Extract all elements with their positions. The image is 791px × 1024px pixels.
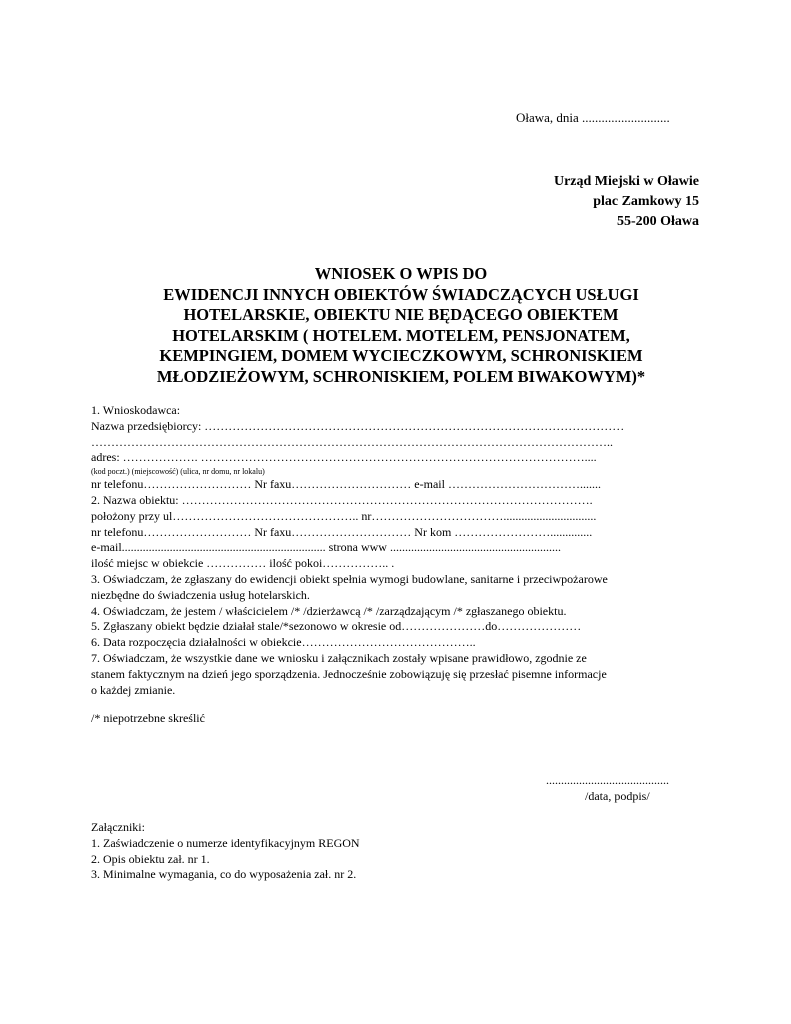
operation-period-field: 5. Zgłaszany obiekt będzie działał stale/*sezonowo w okresie od…………………do…………………	[91, 619, 582, 634]
start-date-field: 6. Data rozpoczęcia działalności w obiekcie……………………………………..	[91, 635, 476, 650]
signature-line: .........................................	[546, 773, 669, 787]
facility-capacity-field: ilość miejsc w obiekcie …………… ilość pokoi…………….. .	[91, 556, 395, 571]
facility-name-field: 2. Nazwa obiektu: ………………………………………………………………………………………….	[91, 492, 593, 507]
facility-street-field: położony przy ul……………………………………….. nr……………………………...............................	[91, 508, 597, 523]
office-street: plac Zamkowy 15	[593, 194, 699, 209]
title-line: KEMPINGIEM, DOMEM WYCIECZKOWYM, SCHRONISKIEM	[159, 346, 643, 365]
business-name-continuation-field: …………………………………………………………………………………………………………………..	[91, 434, 613, 449]
declaration-4-line: 4. Oświadczam, że jestem / właścicielem /* /dzierżawcą /* /zarządzającym /* zgłaszanego obiektu.	[91, 603, 567, 618]
signature-label: /data, podpis/	[585, 789, 650, 803]
attachment-item: 2. Opis obiektu zał. nr 1.	[91, 851, 210, 866]
office-name: Urząd Miejski w Oławie	[553, 174, 699, 189]
address-field: adres: ………………. ……………………………………………………………………………………....	[91, 450, 597, 465]
facility-contact-field: nr telefonu……………………… Nr faxu………………………… Nr kom ……………………..............	[91, 524, 593, 539]
footnote: /* niepotrzebne skreślić	[91, 711, 205, 726]
attachments-list	[91, 820, 360, 883]
title-line: WNIOSEK O WPIS DO	[314, 264, 488, 283]
declaration-7-line: 7. Oświadczam, że wszystkie dane we wniosku i załącznikach zostały wpisane prawidłowo, zgodnie ze	[91, 650, 587, 665]
declaration-7-line: o każdej zmianie.	[91, 682, 176, 697]
declaration-7-line: stanem faktycznym na dzień jego sporządzenia. Jednocześnie zobowiązuję się przesłać pisemne informacje	[91, 666, 607, 681]
recipient-office-address	[554, 172, 699, 232]
attachment-item: 3. Minimalne wymagania, co do wyposażenia zał. nr 2.	[91, 867, 357, 882]
address-field-hint: (kod poczt.) (miejscowość) (ulica, nr domu, nr lokalu)	[91, 467, 265, 477]
title-line: HOTELARSKIM ( HOTELEM. MOTELEM, PENSJONATEM,	[172, 325, 630, 345]
declaration-3-line: niezbędne do świadczenia usług hotelarskich.	[91, 587, 310, 602]
attachments-heading: Załączniki:	[91, 820, 145, 834]
title-line: MŁODZIEŻOWYM, SCHRONISKIEM, POLEM BIWAKOWYM)*	[156, 366, 646, 386]
declaration-3-line: 3. Oświadczam, że zgłaszany do ewidencji obiekt spełnia wymogi budowlane, sanitarne i przeciwpożarowe	[91, 571, 608, 586]
facility-email-website-field: e-mail.................................................................... strona www .........................................................	[91, 540, 561, 555]
applicant-heading: 1. Wnioskodawca:	[91, 403, 181, 417]
business-name-field: Nazwa przedsiębiorcy: ……………………………………………………………………………………………	[91, 418, 625, 433]
title-line: HOTELARSKIE, OBIEKTU NIE BĘDĄCEGO OBIEKTEM	[183, 305, 619, 324]
date-line: Oława, dnia ...........................	[516, 110, 670, 125]
document-title	[56, 264, 746, 387]
title-line: EWIDENCJI INNYCH OBIEKTÓW ŚWIADCZĄCYCH USŁUGI	[163, 284, 639, 304]
applicant-contact-field: nr telefonu……………………… Nr faxu………………………… e-mail …………………………….......	[91, 477, 601, 492]
office-city: 55-200 Oława	[616, 214, 699, 229]
attachment-item: 1. Zaświadczenie o numerze identyfikacyjnym REGON	[91, 835, 360, 850]
application-form-body	[91, 403, 666, 727]
